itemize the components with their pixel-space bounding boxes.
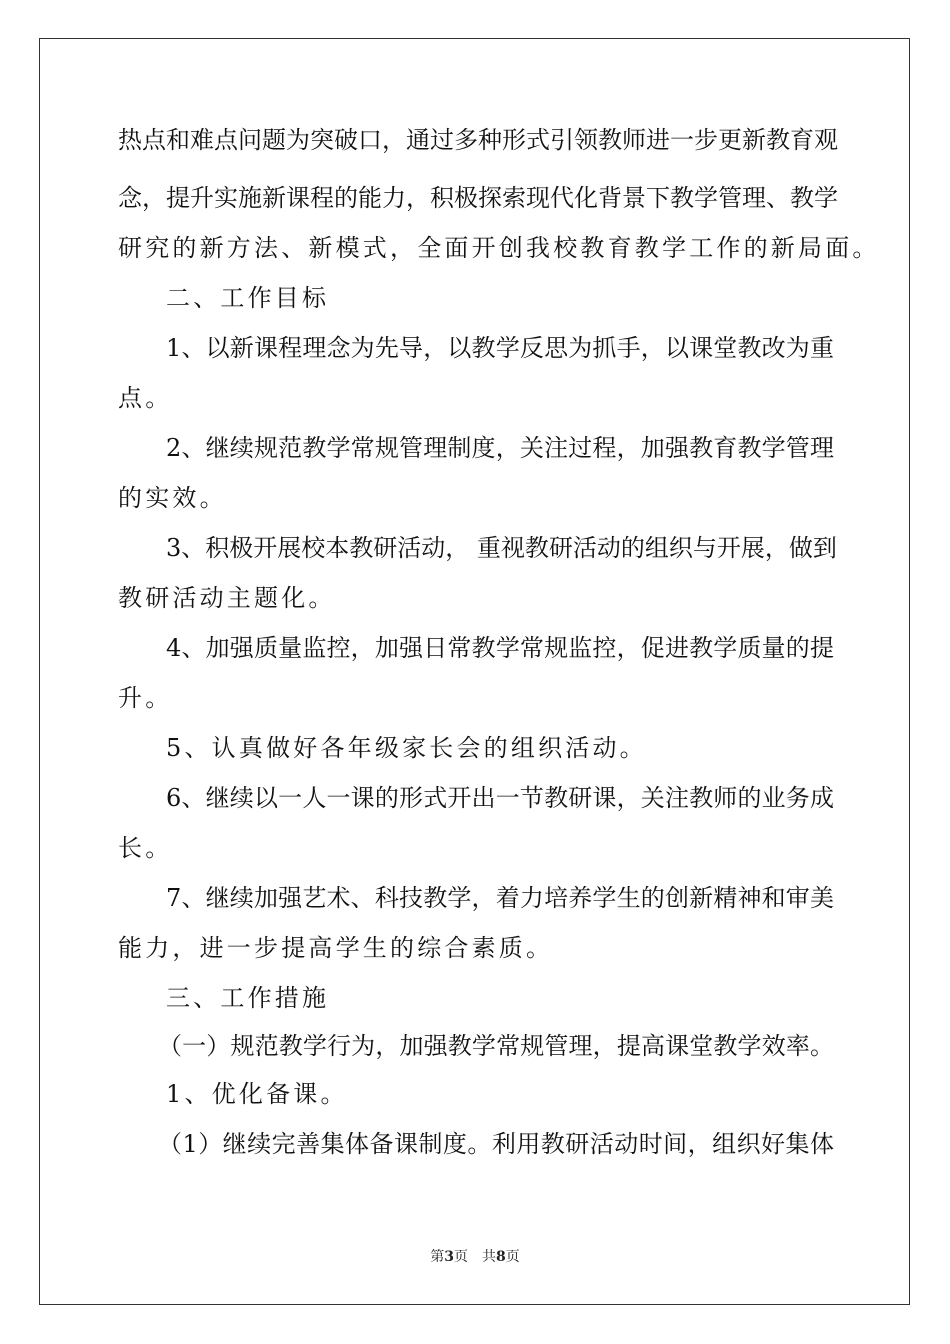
body-text-line: 热点和难点问题为突破口，通过多种形式引领教师进一步更新教育观	[118, 126, 838, 154]
current-page-number: 3	[444, 1249, 454, 1265]
page-footer	[0, 1248, 950, 1266]
list-item-line: 升。	[118, 684, 173, 712]
page-label-mid: 页 共	[454, 1249, 496, 1265]
subsection-heading: （一）规范教学行为，加强教学常规管理，提高课堂教学效率。	[158, 1032, 834, 1060]
list-item-line: 的实效。	[118, 484, 227, 512]
total-page-count: 8	[496, 1249, 506, 1265]
list-item-line: 5、认真做好各年级家长会的组织活动。	[166, 734, 647, 762]
list-item-line: 点。	[118, 384, 173, 412]
section-heading: 三、工作措施	[166, 984, 330, 1012]
list-item-line: 7、继续加强艺术、科技教学，着力培养学生的创新精神和审美	[166, 884, 834, 912]
list-item-line: 能力，进一步提高学生的综合素质。	[118, 934, 554, 962]
page-label-prefix: 第	[430, 1249, 445, 1265]
list-item-line: 1、以新课程理念为先导，以教学反思为抓手，以课堂教改为重	[166, 334, 834, 362]
list-item-line: 1、优化备课。	[166, 1080, 348, 1108]
page-border	[39, 38, 910, 1305]
body-text-line: 念，提升实施新课程的能力，积极探索现代化背景下教学管理、教学	[118, 184, 838, 212]
list-item-line: 6、继续以一人一课的形式开出一节教研课，关注教师的业务成	[166, 784, 834, 812]
body-text-line: 研究的新方法、新模式，全面开创我校教育教学工作的新局面。	[118, 234, 880, 262]
section-heading: 二、工作目标	[166, 284, 330, 312]
list-item-line: 3、积极开展校本教研活动， 重视教研活动的组织与开展，做到	[166, 534, 837, 562]
page-label-suffix: 页	[505, 1249, 520, 1265]
list-item-line: 长。	[118, 834, 173, 862]
list-item-line: 教研活动主题化。	[118, 584, 336, 612]
list-item-line: 4、加强质量监控，加强日常教学常规监控，促进教学质量的提	[166, 634, 834, 662]
list-item-line: （1）继续完善集体备课制度。利用教研活动时间，组织好集体	[158, 1130, 834, 1158]
list-item-line: 2、继续规范教学常规管理制度，关注过程，加强教育教学管理	[166, 434, 834, 462]
